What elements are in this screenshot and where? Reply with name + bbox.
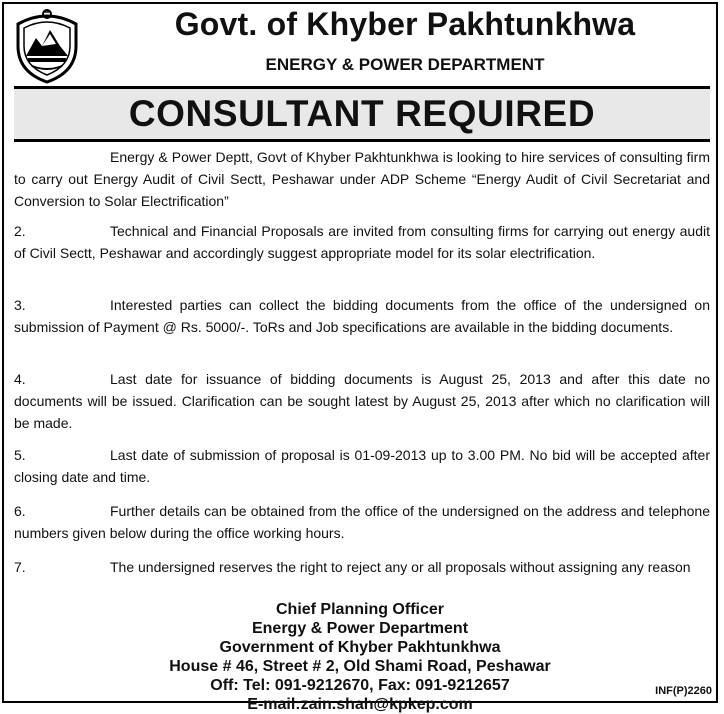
paragraph-number: 4. (14, 371, 26, 387)
paragraph-number: 7. (14, 559, 26, 575)
intro-paragraph (14, 146, 710, 212)
signature-address: House # 46, Street # 2, Old Shami Road, Peshawar (169, 658, 551, 675)
intro-text: Energy & Power Deptt, Govt of Khyber Pakhtunkhwa is looking to hire services of consulting firm to carry out Energy Audit of Civil Sectt, Peshawar under ADP Scheme “Energy Audit of Civil Secretariat and Conversion to Solar Electrification” (14, 149, 710, 209)
paragraph-text: The undersigned reserves the right to reject any or all proposals without assigning any reason (110, 559, 691, 575)
paragraph-2 (14, 220, 710, 264)
paragraph-4 (14, 368, 710, 434)
government-title: Govt. of Khyber Pakhtunkhwa (174, 6, 636, 42)
paragraph-text: Last date of submission of proposal is 01-09-2013 up to 3.00 PM. No bid will be accepted after closing date and time. (14, 447, 710, 485)
paragraph-7 (14, 556, 710, 578)
paragraph-number: 5. (14, 447, 26, 463)
signature-block (120, 600, 600, 714)
paragraph-text: Interested parties can collect the bidding documents from the office of the undersigned on submission of Payment @ Rs. 5000/-. ToRs and Job specifications are available in the bidding documents. (14, 297, 710, 335)
paragraph-text: Last date for issuance of bidding documents is August 25, 2013 and after this date no documents will be issued. Clarification can be sought latest by August 25, 2013 after which no clarification will be made. (14, 371, 710, 431)
signature-government: Government of Khyber Pakhtunkhwa (219, 639, 501, 656)
department-title: ENERGY & POWER DEPARTMENT (265, 55, 545, 74)
kp-government-seal-logo (10, 6, 84, 84)
paragraph-5 (14, 444, 710, 488)
signature-department: Energy & Power Department (251, 620, 469, 637)
paragraph-number: 6. (14, 503, 26, 519)
signature-title: Chief Planning Officer (275, 601, 444, 618)
signature-phone: Off: Tel: 091-9212670, Fax: 091-9212657 (210, 677, 510, 694)
paragraph-number: 2. (14, 223, 26, 239)
paragraph-number: 3. (14, 297, 26, 313)
paragraph-text: Further details can be obtained from the office of the undersigned on the address and telephone numbers given below during the office working hours. (14, 503, 710, 541)
paragraph-6 (14, 500, 710, 544)
signature-email: E-mail:zain.shah@kpkep.com (247, 696, 473, 713)
paragraph-3 (14, 294, 710, 338)
banner-title: CONSULTANT REQUIRED (128, 93, 596, 134)
reference-code: INF(P)2260 (655, 685, 712, 697)
paragraph-text: Technical and Financial Proposals are invited from consulting firms for carrying out energy audit of Civil Sectt, Peshawar and accordingly suggest appropriate model for its solar electrification. (14, 223, 710, 261)
banner (14, 86, 710, 142)
